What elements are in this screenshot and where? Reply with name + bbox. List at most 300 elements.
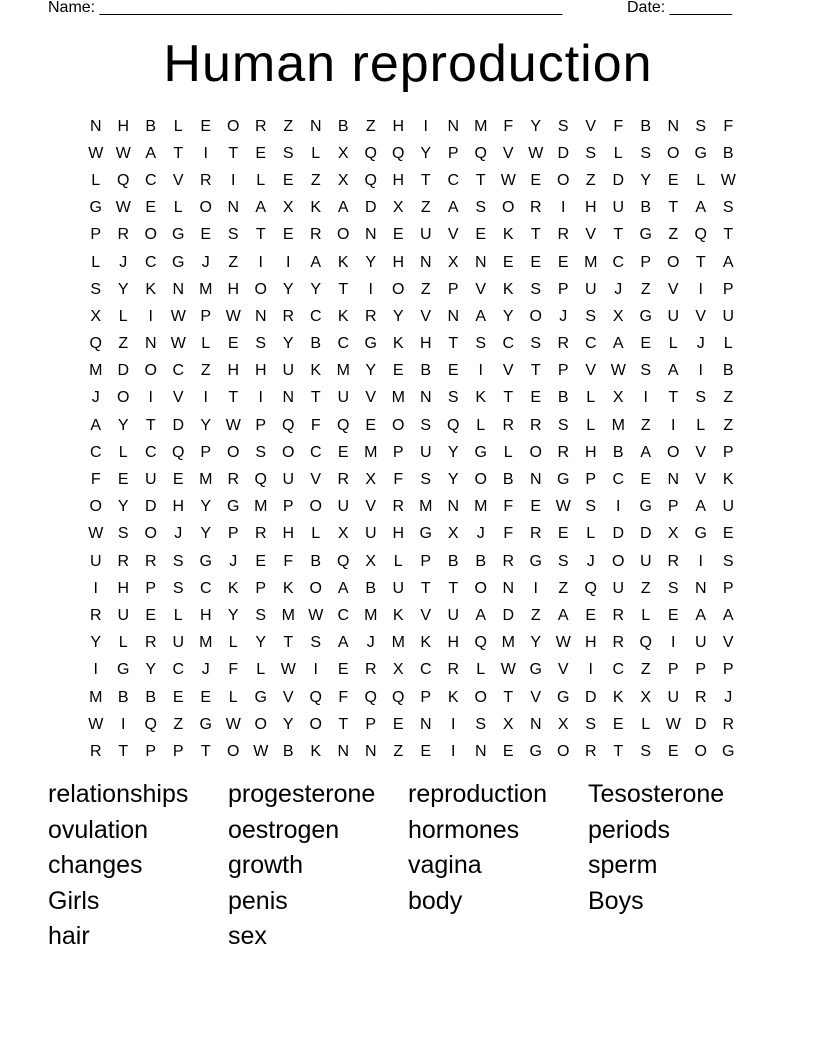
grid-cell[interactable]: H <box>584 634 597 652</box>
grid-cell[interactable]: V <box>695 471 707 489</box>
grid-cell[interactable]: H <box>392 253 405 271</box>
grid-cell[interactable]: K <box>502 226 514 244</box>
grid-cell[interactable]: A <box>640 443 652 461</box>
grid-cell[interactable]: N <box>419 253 432 271</box>
grid-cell[interactable]: I <box>588 661 593 679</box>
grid-cell[interactable]: C <box>612 253 625 271</box>
grid-cell[interactable]: B <box>502 471 514 489</box>
grid-cell[interactable]: J <box>119 253 128 271</box>
grid-cell[interactable]: A <box>337 579 349 597</box>
grid-cell[interactable]: M <box>199 634 213 652</box>
grid-cell[interactable]: I <box>451 742 456 760</box>
grid-cell[interactable]: W <box>225 307 241 325</box>
grid-cell[interactable]: U <box>694 634 707 652</box>
grid-cell[interactable]: O <box>227 742 240 760</box>
grid-cell[interactable]: T <box>448 579 459 597</box>
grid-cell[interactable]: E <box>172 471 184 489</box>
grid-cell[interactable]: S <box>475 335 487 353</box>
grid-cell[interactable]: A <box>337 199 349 217</box>
grid-cell[interactable]: A <box>667 362 679 380</box>
grid-cell[interactable]: G <box>364 335 377 353</box>
grid-cell[interactable]: O <box>502 199 515 217</box>
grid-cell[interactable]: M <box>501 634 515 652</box>
grid-cell[interactable]: V <box>695 443 707 461</box>
grid-cell[interactable]: S <box>557 117 569 135</box>
grid-cell[interactable]: S <box>227 226 239 244</box>
grid-cell[interactable]: R <box>89 606 102 624</box>
grid-cell[interactable]: E <box>667 171 679 189</box>
grid-cell[interactable]: S <box>557 552 569 570</box>
grid-cell[interactable]: E <box>612 715 624 733</box>
grid-cell[interactable]: E <box>255 144 267 162</box>
grid-cell[interactable]: A <box>695 606 707 624</box>
grid-cell[interactable]: S <box>172 552 184 570</box>
grid-cell[interactable]: Y <box>200 416 212 434</box>
grid-cell[interactable]: S <box>695 117 707 135</box>
grid-cell[interactable]: S <box>447 389 459 407</box>
grid-cell[interactable]: R <box>227 471 240 489</box>
grid-cell[interactable]: E <box>667 742 679 760</box>
grid-cell[interactable]: R <box>282 307 295 325</box>
grid-cell[interactable]: K <box>310 199 322 217</box>
grid-cell[interactable]: N <box>419 389 432 407</box>
grid-cell[interactable]: G <box>227 498 240 516</box>
grid-cell[interactable]: U <box>722 307 735 325</box>
grid-cell[interactable]: N <box>254 307 267 325</box>
grid-cell[interactable]: U <box>419 226 432 244</box>
grid-cell[interactable]: Z <box>283 117 294 135</box>
grid-cell[interactable]: W <box>555 498 571 516</box>
grid-cell[interactable]: R <box>722 715 735 733</box>
grid-cell[interactable]: E <box>530 389 542 407</box>
grid-cell[interactable]: P <box>200 307 212 325</box>
grid-cell[interactable]: D <box>694 715 707 733</box>
grid-cell[interactable]: L <box>256 661 266 679</box>
grid-cell[interactable]: D <box>364 199 377 217</box>
grid-cell[interactable]: I <box>203 144 208 162</box>
grid-cell[interactable]: J <box>696 335 705 353</box>
grid-cell[interactable]: T <box>145 416 156 434</box>
grid-cell[interactable]: I <box>203 389 208 407</box>
grid-cell[interactable]: B <box>420 362 432 380</box>
grid-cell[interactable]: O <box>557 171 570 189</box>
grid-cell[interactable]: E <box>337 443 349 461</box>
grid-cell[interactable]: I <box>148 389 153 407</box>
grid-cell[interactable]: Y <box>392 307 404 325</box>
grid-cell[interactable]: P <box>145 742 157 760</box>
grid-cell[interactable]: O <box>227 443 240 461</box>
grid-cell[interactable]: F <box>503 498 514 516</box>
grid-cell[interactable]: T <box>228 144 239 162</box>
grid-cell[interactable]: X <box>502 715 514 733</box>
grid-cell[interactable]: X <box>447 253 459 271</box>
grid-cell[interactable]: H <box>392 117 405 135</box>
grid-cell[interactable]: T <box>668 199 679 217</box>
grid-cell[interactable]: Z <box>723 389 734 407</box>
grid-cell[interactable]: M <box>474 117 488 135</box>
grid-cell[interactable]: R <box>144 552 157 570</box>
grid-cell[interactable]: E <box>447 362 459 380</box>
grid-cell[interactable]: E <box>145 606 157 624</box>
grid-cell[interactable]: E <box>200 226 212 244</box>
grid-cell[interactable]: S <box>255 606 267 624</box>
grid-cell[interactable]: O <box>254 715 267 733</box>
grid-cell[interactable]: J <box>366 634 375 652</box>
grid-cell[interactable]: P <box>557 280 569 298</box>
grid-cell[interactable]: Z <box>723 416 734 434</box>
grid-cell[interactable]: Q <box>639 634 652 652</box>
grid-cell[interactable]: M <box>611 416 625 434</box>
grid-cell[interactable]: M <box>391 634 405 652</box>
grid-cell[interactable]: L <box>256 171 266 189</box>
grid-cell[interactable]: A <box>475 606 487 624</box>
grid-cell[interactable]: G <box>172 253 185 271</box>
grid-cell[interactable]: O <box>309 715 322 733</box>
grid-cell[interactable]: E <box>640 335 652 353</box>
grid-cell[interactable]: K <box>145 280 157 298</box>
grid-cell[interactable]: L <box>173 117 183 135</box>
grid-cell[interactable]: O <box>612 552 625 570</box>
grid-cell[interactable]: E <box>530 498 542 516</box>
grid-cell[interactable]: N <box>447 117 460 135</box>
grid-cell[interactable]: P <box>640 253 652 271</box>
grid-cell[interactable]: A <box>145 144 157 162</box>
grid-cell[interactable]: M <box>336 362 350 380</box>
grid-cell[interactable]: T <box>613 742 624 760</box>
grid-cell[interactable]: G <box>474 443 487 461</box>
grid-cell[interactable]: N <box>337 742 350 760</box>
grid-cell[interactable]: V <box>420 307 432 325</box>
grid-cell[interactable]: X <box>612 307 624 325</box>
grid-cell[interactable]: X <box>365 552 377 570</box>
grid-cell[interactable]: G <box>172 226 185 244</box>
grid-cell[interactable]: L <box>118 307 128 325</box>
grid-cell[interactable]: B <box>447 552 459 570</box>
grid-cell[interactable]: D <box>584 688 597 706</box>
grid-cell[interactable]: T <box>530 226 541 244</box>
grid-cell[interactable]: T <box>173 144 184 162</box>
grid-cell[interactable]: L <box>586 525 596 543</box>
grid-cell[interactable]: L <box>91 253 101 271</box>
grid-cell[interactable]: G <box>117 661 130 679</box>
grid-cell[interactable]: Q <box>309 688 322 706</box>
grid-cell[interactable]: Z <box>393 742 404 760</box>
grid-cell[interactable]: C <box>337 335 350 353</box>
grid-cell[interactable]: N <box>502 579 515 597</box>
grid-cell[interactable]: G <box>639 226 652 244</box>
grid-cell[interactable]: U <box>447 606 460 624</box>
grid-cell[interactable]: W <box>115 199 131 217</box>
grid-cell[interactable]: V <box>475 280 487 298</box>
grid-cell[interactable]: A <box>337 634 349 652</box>
grid-cell[interactable]: I <box>423 117 428 135</box>
grid-cell[interactable]: O <box>144 362 157 380</box>
grid-cell[interactable]: V <box>365 389 377 407</box>
grid-cell[interactable]: P <box>722 443 734 461</box>
grid-cell[interactable]: B <box>612 443 624 461</box>
grid-cell[interactable]: H <box>254 362 267 380</box>
grid-cell[interactable]: O <box>309 498 322 516</box>
grid-cell[interactable]: V <box>502 362 514 380</box>
grid-cell[interactable]: G <box>254 688 267 706</box>
grid-cell[interactable]: L <box>91 171 101 189</box>
grid-cell[interactable]: P <box>420 552 432 570</box>
grid-cell[interactable]: V <box>585 226 597 244</box>
grid-cell[interactable]: V <box>667 280 679 298</box>
grid-cell[interactable]: W <box>88 715 104 733</box>
grid-cell[interactable]: M <box>364 443 378 461</box>
grid-cell[interactable]: G <box>639 307 652 325</box>
grid-cell[interactable]: S <box>640 144 652 162</box>
grid-cell[interactable]: K <box>310 362 322 380</box>
grid-cell[interactable]: S <box>90 280 102 298</box>
grid-cell[interactable]: I <box>698 280 703 298</box>
grid-cell[interactable]: X <box>392 199 404 217</box>
grid-cell[interactable]: T <box>200 742 211 760</box>
grid-cell[interactable]: M <box>584 253 598 271</box>
grid-cell[interactable]: T <box>613 226 624 244</box>
grid-cell[interactable]: R <box>529 416 542 434</box>
grid-cell[interactable]: S <box>585 144 597 162</box>
grid-cell[interactable]: O <box>117 389 130 407</box>
grid-cell[interactable]: T <box>338 280 349 298</box>
grid-cell[interactable]: F <box>310 416 321 434</box>
grid-cell[interactable]: U <box>337 389 350 407</box>
grid-cell[interactable]: F <box>393 471 404 489</box>
grid-cell[interactable]: B <box>117 688 129 706</box>
grid-cell[interactable]: W <box>225 416 241 434</box>
grid-cell[interactable]: L <box>641 715 651 733</box>
grid-cell[interactable]: K <box>420 634 432 652</box>
grid-cell[interactable]: R <box>117 226 130 244</box>
grid-cell[interactable]: B <box>640 117 652 135</box>
grid-cell[interactable]: S <box>310 634 322 652</box>
grid-cell[interactable]: N <box>309 117 322 135</box>
grid-cell[interactable]: R <box>89 742 102 760</box>
grid-cell[interactable]: K <box>337 253 349 271</box>
grid-cell[interactable]: H <box>227 362 240 380</box>
grid-cell[interactable]: S <box>640 742 652 760</box>
grid-cell[interactable]: I <box>643 389 648 407</box>
grid-cell[interactable]: T <box>420 579 431 597</box>
grid-cell[interactable]: X <box>667 525 679 543</box>
grid-cell[interactable]: R <box>199 171 212 189</box>
grid-cell[interactable]: N <box>529 471 542 489</box>
grid-cell[interactable]: N <box>447 498 460 516</box>
grid-cell[interactable]: G <box>557 471 570 489</box>
grid-cell[interactable]: R <box>364 661 377 679</box>
grid-cell[interactable]: A <box>557 606 569 624</box>
grid-cell[interactable]: J <box>201 253 210 271</box>
grid-cell[interactable]: R <box>502 416 515 434</box>
grid-cell[interactable]: Y <box>365 253 377 271</box>
grid-cell[interactable]: C <box>199 579 212 597</box>
grid-cell[interactable]: S <box>282 144 294 162</box>
grid-cell[interactable]: L <box>696 416 706 434</box>
grid-cell[interactable]: A <box>310 253 322 271</box>
grid-cell[interactable]: Y <box>90 634 102 652</box>
grid-cell[interactable]: D <box>502 606 515 624</box>
grid-cell[interactable]: R <box>309 226 322 244</box>
grid-cell[interactable]: Q <box>144 715 157 733</box>
grid-cell[interactable]: E <box>392 715 404 733</box>
grid-cell[interactable]: H <box>392 171 405 189</box>
grid-cell[interactable]: G <box>89 199 102 217</box>
grid-cell[interactable]: I <box>313 661 318 679</box>
grid-cell[interactable]: R <box>392 498 405 516</box>
grid-cell[interactable]: M <box>364 606 378 624</box>
grid-cell[interactable]: U <box>667 688 680 706</box>
grid-cell[interactable]: F <box>503 117 514 135</box>
grid-cell[interactable]: L <box>668 335 678 353</box>
grid-cell[interactable]: O <box>282 443 295 461</box>
grid-cell[interactable]: A <box>695 498 707 516</box>
grid-cell[interactable]: S <box>640 362 652 380</box>
grid-cell[interactable]: R <box>557 443 570 461</box>
grid-cell[interactable]: W <box>555 634 571 652</box>
grid-cell[interactable]: A <box>612 335 624 353</box>
grid-cell[interactable]: T <box>420 171 431 189</box>
grid-cell[interactable]: N <box>364 742 377 760</box>
grid-cell[interactable]: Z <box>420 199 431 217</box>
grid-cell[interactable]: J <box>614 280 623 298</box>
grid-cell[interactable]: J <box>201 661 210 679</box>
grid-cell[interactable]: Z <box>640 661 651 679</box>
grid-cell[interactable]: P <box>200 443 212 461</box>
grid-cell[interactable]: O <box>474 688 487 706</box>
grid-cell[interactable]: Y <box>447 443 459 461</box>
grid-cell[interactable]: R <box>254 525 267 543</box>
grid-cell[interactable]: O <box>337 226 350 244</box>
grid-cell[interactable]: G <box>529 742 542 760</box>
grid-cell[interactable]: Z <box>365 117 376 135</box>
grid-cell[interactable]: S <box>172 579 184 597</box>
grid-cell[interactable]: Q <box>392 688 405 706</box>
grid-cell[interactable]: H <box>584 199 597 217</box>
grid-cell[interactable]: O <box>667 144 680 162</box>
grid-cell[interactable]: O <box>199 199 212 217</box>
grid-cell[interactable]: O <box>557 742 570 760</box>
grid-cell[interactable]: B <box>310 335 322 353</box>
grid-cell[interactable]: R <box>529 525 542 543</box>
grid-cell[interactable]: V <box>722 634 734 652</box>
grid-cell[interactable]: T <box>228 389 239 407</box>
grid-cell[interactable]: F <box>613 117 624 135</box>
grid-cell[interactable]: W <box>528 144 544 162</box>
grid-cell[interactable]: N <box>89 117 102 135</box>
grid-cell[interactable]: G <box>419 525 432 543</box>
grid-cell[interactable]: H <box>584 443 597 461</box>
grid-cell[interactable]: B <box>365 579 377 597</box>
grid-cell[interactable]: T <box>255 226 266 244</box>
grid-cell[interactable]: S <box>420 416 432 434</box>
grid-cell[interactable]: M <box>199 471 213 489</box>
grid-cell[interactable]: K <box>722 471 734 489</box>
grid-cell[interactable]: L <box>118 634 128 652</box>
grid-cell[interactable]: B <box>145 117 157 135</box>
grid-cell[interactable]: L <box>228 634 238 652</box>
grid-cell[interactable]: V <box>585 362 597 380</box>
grid-cell[interactable]: Q <box>474 144 487 162</box>
grid-cell[interactable]: J <box>724 688 733 706</box>
grid-cell[interactable]: Q <box>364 688 377 706</box>
grid-cell[interactable]: E <box>530 253 542 271</box>
grid-cell[interactable]: Z <box>640 416 651 434</box>
grid-cell[interactable]: X <box>90 307 102 325</box>
grid-cell[interactable]: V <box>172 171 184 189</box>
grid-cell[interactable]: M <box>281 606 295 624</box>
grid-cell[interactable]: O <box>392 416 405 434</box>
grid-cell[interactable]: Q <box>584 579 597 597</box>
grid-cell[interactable]: E <box>255 552 267 570</box>
grid-cell[interactable]: W <box>170 335 186 353</box>
grid-cell[interactable]: P <box>392 443 404 461</box>
grid-cell[interactable]: P <box>722 661 734 679</box>
grid-cell[interactable]: G <box>694 144 707 162</box>
grid-cell[interactable]: Y <box>117 498 129 516</box>
grid-cell[interactable]: F <box>228 661 239 679</box>
grid-cell[interactable]: Q <box>337 552 350 570</box>
grid-cell[interactable]: M <box>89 362 103 380</box>
grid-cell[interactable]: O <box>529 307 542 325</box>
grid-cell[interactable]: R <box>557 226 570 244</box>
grid-cell[interactable]: W <box>88 525 104 543</box>
grid-cell[interactable]: A <box>695 199 707 217</box>
grid-cell[interactable]: A <box>255 199 267 217</box>
grid-cell[interactable]: I <box>451 715 456 733</box>
grid-cell[interactable]: I <box>93 579 98 597</box>
grid-cell[interactable]: G <box>199 552 212 570</box>
grid-cell[interactable]: C <box>337 606 350 624</box>
grid-cell[interactable]: U <box>639 552 652 570</box>
grid-cell[interactable]: U <box>722 498 735 516</box>
grid-cell[interactable]: C <box>172 362 185 380</box>
grid-cell[interactable]: Z <box>585 171 596 189</box>
grid-cell[interactable]: Y <box>282 335 294 353</box>
grid-cell[interactable]: E <box>640 471 652 489</box>
grid-cell[interactable]: E <box>420 742 432 760</box>
grid-cell[interactable]: G <box>529 552 542 570</box>
grid-cell[interactable]: C <box>309 443 322 461</box>
grid-cell[interactable]: K <box>475 389 487 407</box>
grid-cell[interactable]: I <box>286 253 291 271</box>
grid-cell[interactable]: O <box>667 443 680 461</box>
grid-cell[interactable]: W <box>170 307 186 325</box>
grid-cell[interactable]: T <box>283 634 294 652</box>
grid-cell[interactable]: V <box>695 307 707 325</box>
grid-cell[interactable]: F <box>283 552 294 570</box>
grid-cell[interactable]: G <box>199 715 212 733</box>
grid-cell[interactable]: B <box>557 389 569 407</box>
grid-cell[interactable]: E <box>557 525 569 543</box>
grid-cell[interactable]: H <box>392 525 405 543</box>
grid-cell[interactable]: R <box>254 117 267 135</box>
grid-cell[interactable]: G <box>529 661 542 679</box>
grid-cell[interactable]: I <box>121 715 126 733</box>
grid-cell[interactable]: V <box>420 606 432 624</box>
grid-cell[interactable]: Y <box>282 280 294 298</box>
grid-cell[interactable]: Y <box>145 661 157 679</box>
grid-cell[interactable]: Z <box>640 579 651 597</box>
grid-cell[interactable]: T <box>503 688 514 706</box>
grid-cell[interactable]: W <box>280 661 296 679</box>
grid-cell[interactable]: L <box>503 443 513 461</box>
grid-cell[interactable]: I <box>616 498 621 516</box>
grid-cell[interactable]: N <box>447 307 460 325</box>
grid-cell[interactable]: O <box>694 742 707 760</box>
grid-cell[interactable]: O <box>309 579 322 597</box>
grid-cell[interactable]: S <box>255 335 267 353</box>
